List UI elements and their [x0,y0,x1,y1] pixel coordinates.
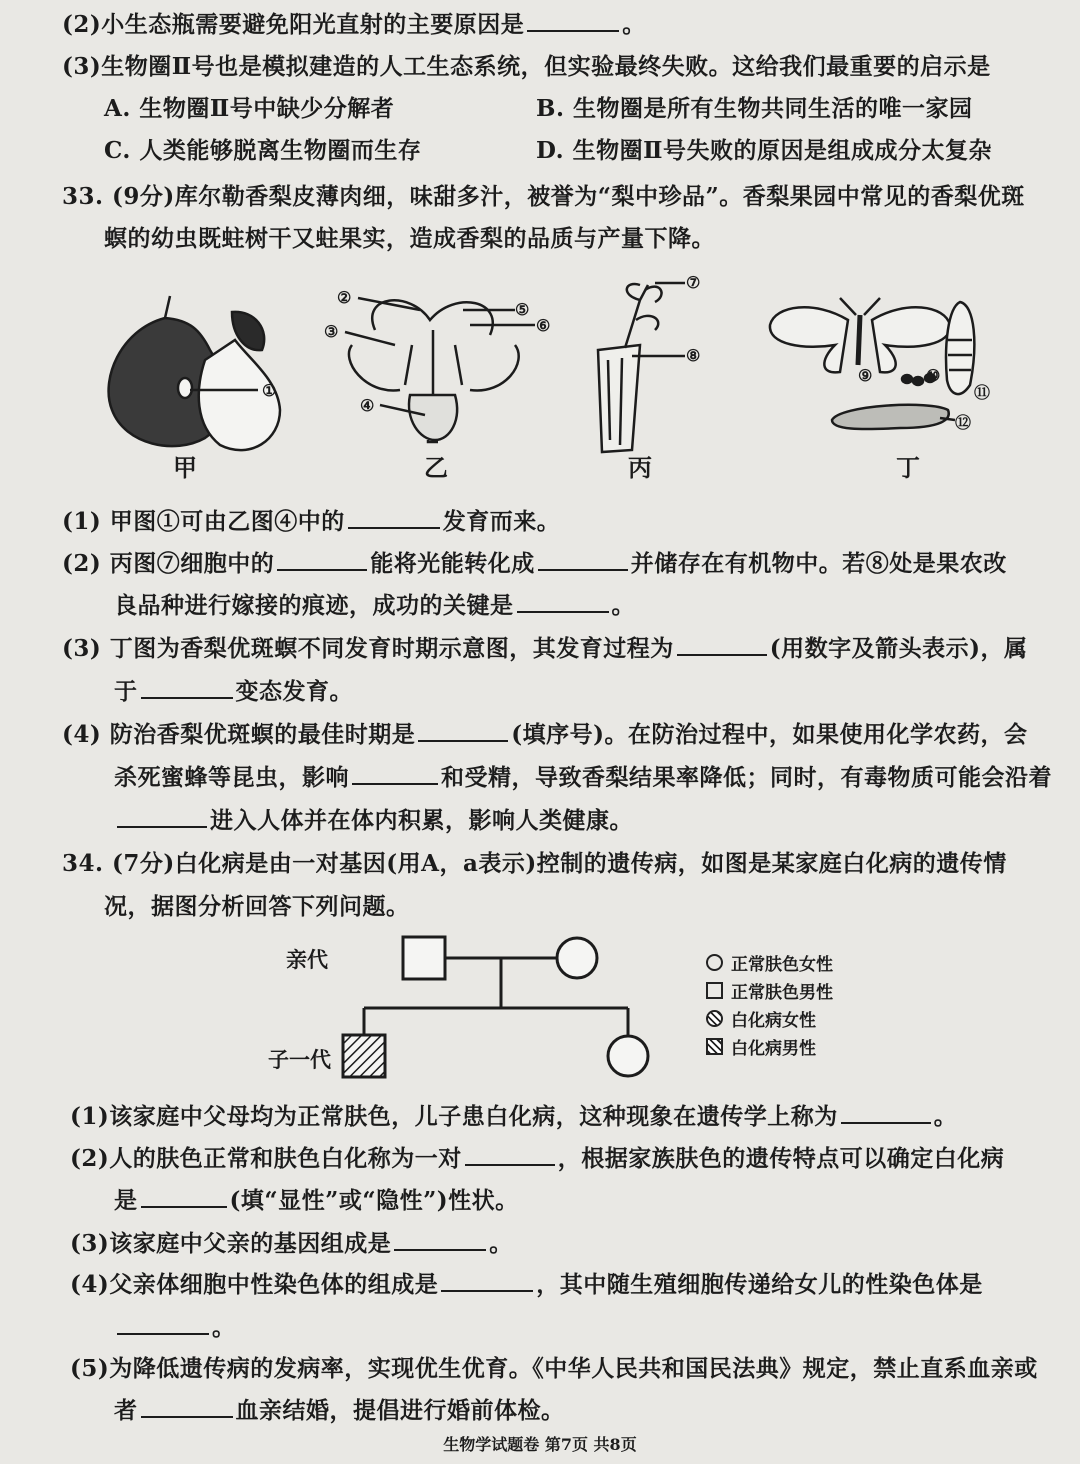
callout-12: ⑫ [955,413,972,432]
q32-option-b[interactable]: B. 生物圈是所有生物共同生活的唯一家园 [536,95,973,122]
hatched-circle-icon [706,1010,723,1027]
q32-option-c[interactable]: C. 人类能够脱离生物圈而生存 [104,137,422,164]
answer-blank[interactable] [352,763,438,785]
pedigree-chart [343,937,648,1077]
branch-figure [598,283,685,452]
callout-6: ⑥ [536,316,551,335]
callout-1: ① [262,381,277,400]
q33-intro-line2: 螟的幼虫既蛀树干又蛀果实，造成香梨的品质与产量下降。 [104,225,715,252]
answer-blank[interactable] [277,549,367,571]
q34-part5-cont: 者 血亲结婚，提倡进行婚前体检。 [114,1397,565,1424]
moth-figure [770,298,974,429]
q34-intro-line2: 况，据图分析回答下列问题。 [104,893,410,920]
figure-label-jia: 甲 [173,453,197,482]
pedigree-label-parents: 亲代 [286,947,328,972]
q34-part4-cont: 。 [114,1309,236,1342]
answer-blank[interactable] [418,720,508,742]
daughter-normal-female [608,1036,648,1076]
callout-9: ⑨ [858,366,873,385]
q34-part5: (5)为降低遗传病的发病率，实现优生优育。《中华人民共和国民法典》规定，禁止直系血亲或 [70,1355,1038,1382]
q33-part2: (2) 丙图⑦细胞中的 能将光能转化成 并储存在有机物中。若⑧处是果农改 [62,550,1007,577]
q32-option-a[interactable]: A. 生物圈Ⅱ号中缺少分解者 [104,95,395,122]
callout-10: ⑩ [926,366,941,385]
answer-blank[interactable] [841,1102,931,1124]
legend-albino-male: 白化病男性 [706,1034,816,1059]
answer-blank[interactable] [677,634,767,656]
pedigree-label-children: 子一代 [268,1047,331,1072]
answer-blank[interactable] [117,1313,209,1335]
q33-part4-line2: 杀死蜜蜂等昆虫，影响 和受精，导致香梨结果率降低；同时，有毒物质可能会沿着 [114,764,1052,791]
q33-part2-cont: 良品种进行嫁接的痕迹，成功的关键是 。 [114,592,635,619]
flower-figure [345,298,535,442]
q33-part1: (1) 甲图①可由乙图④中的 发育而来。 [62,508,561,535]
figure-label-bing: 丙 [628,453,652,482]
q34-part3: (3)该家庭中父亲的基因组成是 。 [70,1230,513,1257]
q32-part2: (2)小生态瓶需要避免阳光直射的主要原因是 。 [62,11,646,38]
answer-blank[interactable] [348,507,440,529]
answer-blank[interactable] [441,1270,533,1292]
answer-blank[interactable] [117,806,207,828]
hatched-square-icon [706,1038,723,1055]
son-albino-male [343,1035,385,1077]
legend-normal-female: 正常肤色女性 [706,950,833,975]
q34-part2-cont: 是 (填“显性”或“隐性”)性状。 [114,1187,519,1214]
father-normal-male [403,937,445,979]
callout-8: ⑧ [686,346,701,365]
callout-7: ⑦ [686,273,701,292]
q33-part4-line3: 进入人体并在体内积累，影响人类健康。 [114,802,633,835]
pear-figure [109,296,280,450]
q32-part3: (3)生物圈Ⅱ号也是模拟建造的人工生态系统，但实验最终失败。这给我们最重要的启示是 [62,53,991,80]
mother-normal-female [557,938,597,978]
q34-part1: (1)该家庭中父母均为正常肤色，儿子患白化病，这种现象在遗传学上称为 。 [70,1103,958,1130]
answer-blank[interactable] [465,1144,555,1166]
callout-2: ② [337,288,352,307]
figure-label-ding: 丁 [896,453,920,482]
callout-3: ③ [324,322,339,341]
callout-4: ④ [360,396,375,415]
square-icon [706,982,723,999]
answer-blank[interactable] [394,1229,486,1251]
legend-normal-male: 正常肤色男性 [706,978,833,1003]
answer-blank[interactable] [538,549,628,571]
q32-option-d[interactable]: D. 生物圈Ⅱ号失败的原因是组成成分太复杂 [536,137,993,164]
q33-part4: (4) 防治香梨优斑螟的最佳时期是 (填序号)。在防治过程中，如果使用化学农药，会 [62,721,1028,748]
callout-5: ⑤ [515,300,530,319]
q34-intro-line1: 34. (7分)白化病是由一对基因(用A，a表示)控制的遗传病，如图是某家庭白化病的遗传情 [62,850,1007,877]
legend-albino-female: 白化病女性 [706,1006,816,1031]
figure-label-yi: 乙 [424,453,448,482]
q33-intro-line1: 33. (9分)库尔勒香梨皮薄肉细，味甜多汁，被誉为“梨中珍品”。香梨果园中常见的香梨优斑 [62,183,1025,210]
answer-blank[interactable] [141,1396,233,1418]
q34-part2: (2)人的肤色正常和肤色白化称为一对 ，根据家族肤色的遗传特点可以确定白化病 [70,1145,1005,1172]
answer-blank[interactable] [517,591,609,613]
q33-part3-cont: 于 变态发育。 [114,678,353,705]
callout-11: ⑪ [974,383,991,402]
q34-part4: (4)父亲体细胞中性染色体的组成是 ，其中随生殖细胞传递给女儿的性染色体是 [70,1271,983,1298]
answer-blank[interactable] [141,1186,227,1208]
answer-blank[interactable] [141,677,233,699]
q33-part3: (3) 丁图为香梨优斑螟不同发育时期示意图，其发育过程为 (用数字及箭头表示)，属 [62,635,1028,662]
circle-icon [706,954,723,971]
page-footer: 生物学试题卷 第7页 共8页 [443,1435,637,1454]
